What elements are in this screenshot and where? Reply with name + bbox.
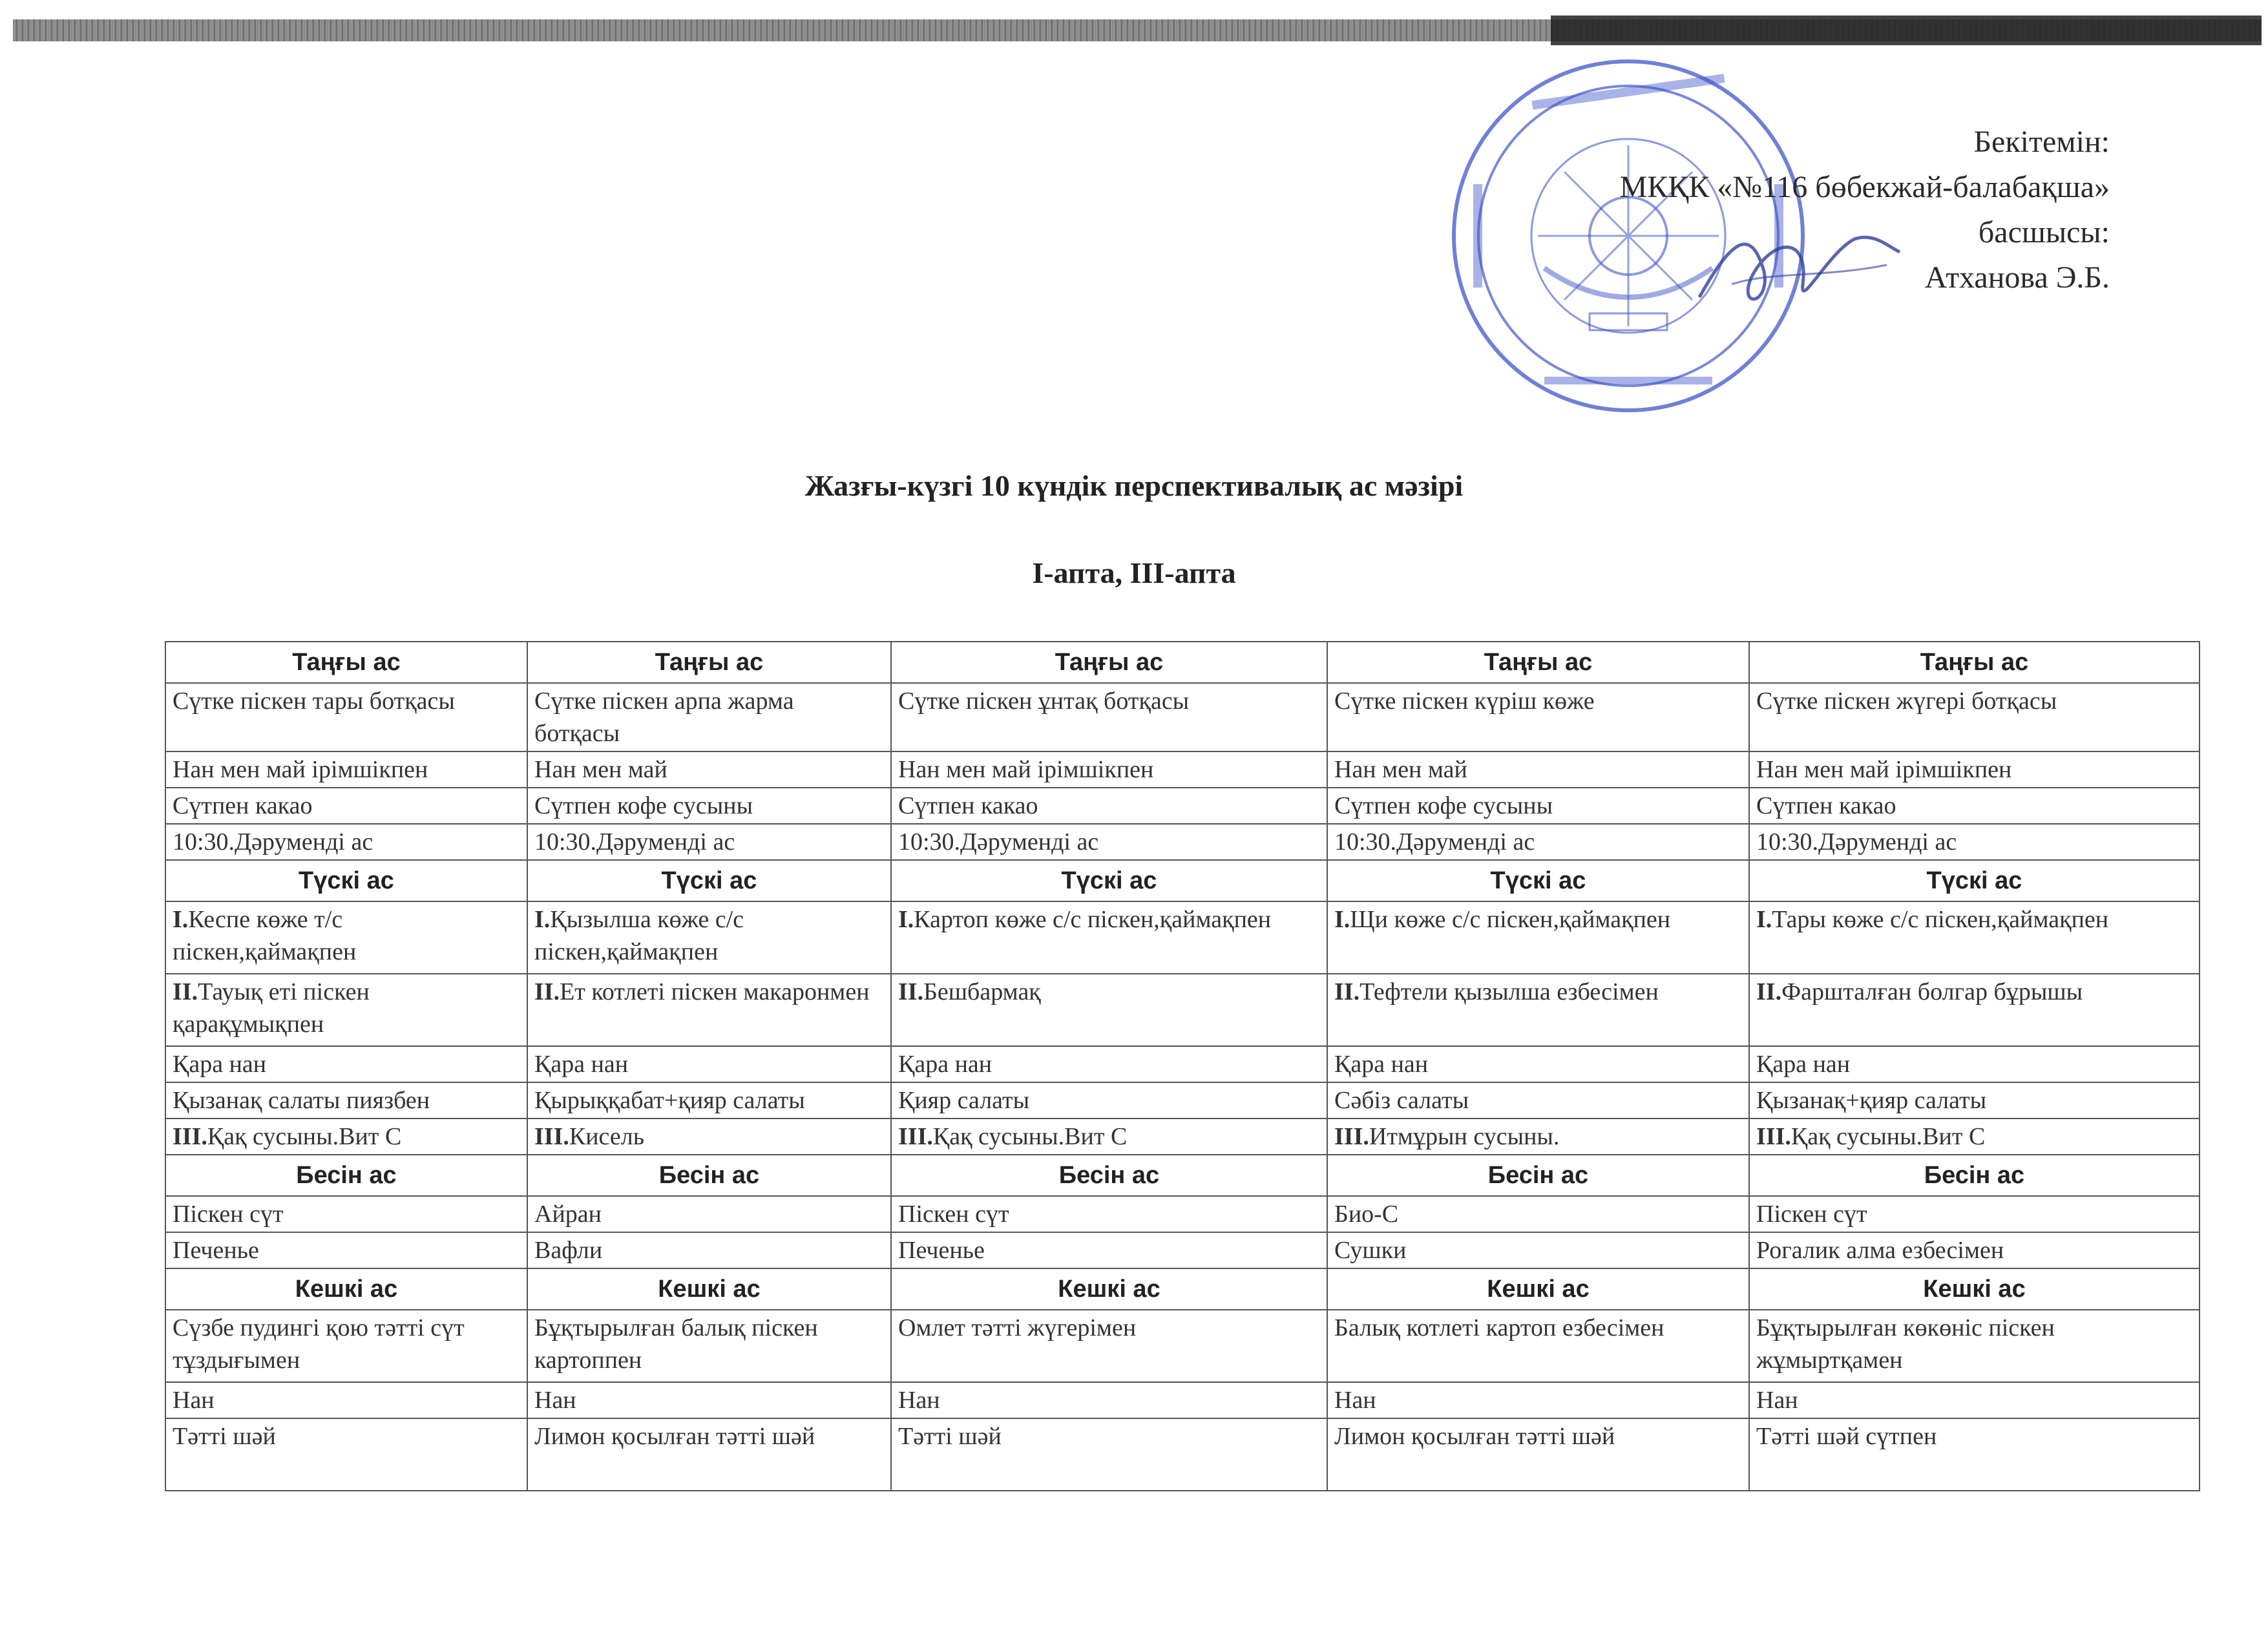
menu-cell xyxy=(527,974,891,1046)
menu-cell xyxy=(1749,1119,2200,1155)
menu-cell: Сүтке піскен жүгері ботқасы xyxy=(1749,683,2200,751)
snack-header: Бесін ас xyxy=(165,1155,527,1196)
menu-cell: Нан xyxy=(891,1382,1327,1418)
snack-header: Бесін ас xyxy=(1749,1155,2200,1196)
menu-cell xyxy=(1749,901,2200,974)
approval-signatory xyxy=(1620,255,2110,300)
snack-pastry-row xyxy=(165,1232,2200,1268)
approval-label: Бекітемін: xyxy=(1973,125,2110,159)
course-number: II. xyxy=(1756,978,1782,1005)
breakfast-header: Таңғы ас xyxy=(527,642,891,683)
menu-cell xyxy=(891,901,1327,974)
lunch-header-row xyxy=(165,860,2200,901)
menu-cell: Бұқтырылған балық піскен картоппен xyxy=(527,1310,891,1382)
menu-cell: Сүтпен какао xyxy=(891,788,1327,824)
course-number: III. xyxy=(898,1123,933,1150)
course-number: II. xyxy=(534,978,560,1005)
menu-cell xyxy=(1749,974,2200,1046)
breakfast-header: Таңғы ас xyxy=(1327,642,1749,683)
dish-name: Кисель xyxy=(569,1123,645,1150)
menu-cell: Қара нан xyxy=(1749,1046,2200,1082)
menu-cell: Нан xyxy=(1749,1382,2200,1418)
menu-cell: Био-С xyxy=(1327,1196,1749,1232)
menu-cell xyxy=(527,901,891,974)
snack-header: Бесін ас xyxy=(527,1155,891,1196)
course-number: I. xyxy=(173,906,189,933)
menu-cell: Лимон қосылған тәтті шәй xyxy=(1327,1418,1749,1491)
menu-cell xyxy=(527,1119,891,1155)
dish-name: Кеспе көже т/с піскен,қаймақпен xyxy=(173,906,357,965)
lunch-header: Түскі ас xyxy=(1327,860,1749,901)
course-number: III. xyxy=(534,1123,569,1150)
snack-header: Бесін ас xyxy=(1327,1155,1749,1196)
course-number: I. xyxy=(898,906,914,933)
dish-name: Тефтели қызылша езбесімен xyxy=(1360,978,1659,1005)
menu-cell: Нан мен май ірімшікпен xyxy=(165,751,527,788)
page-subtitle: I-апта, III-апта xyxy=(1032,556,1236,589)
menu-cell: 10:30.Дәруменді ас xyxy=(891,824,1327,860)
menu-cell: Сүтпен кофе сусыны xyxy=(1327,788,1749,824)
dish-name: Тары көже с/с піскен,қаймақпен xyxy=(1772,906,2109,933)
dinner-main-row xyxy=(165,1310,2200,1382)
menu-cell: Сүтпен какао xyxy=(165,788,527,824)
menu-cell: Тәтті шәй xyxy=(165,1418,527,1491)
menu-cell: Рогалик алма езбесімен xyxy=(1749,1232,2200,1268)
dinner-header: Кешкі ас xyxy=(527,1268,891,1310)
menu-cell: Нан мен май xyxy=(527,751,891,788)
menu-cell: Сүтке піскен күріш көже xyxy=(1327,683,1749,751)
menu-cell: Нан мен май xyxy=(1327,751,1749,788)
dinner-header: Кешкі ас xyxy=(1749,1268,2200,1310)
menu-cell xyxy=(1327,1119,1749,1155)
menu-cell: 10:30.Дәруменді ас xyxy=(1327,824,1749,860)
signatory-name: Атханова Э.Б. xyxy=(1924,260,2110,295)
menu-cell: Бұқтырылған көкөніс піскен жұмыртқамен xyxy=(1749,1310,2200,1382)
menu-cell: Нан xyxy=(165,1382,527,1418)
menu-cell: Сүтке піскен арпа жарма ботқасы xyxy=(527,683,891,751)
lunch-second-course-row xyxy=(165,974,2200,1046)
dish-name: Итмұрын сусыны. xyxy=(1369,1123,1560,1150)
breakfast-vitamin-row xyxy=(165,824,2200,860)
dish-name: Қақ сусыны.Вит С xyxy=(207,1123,402,1150)
course-number: I. xyxy=(1334,906,1350,933)
dish-name: Қақ сусыны.Вит С xyxy=(1790,1123,1986,1150)
menu-cell xyxy=(891,974,1327,1046)
menu-cell: Сүтке піскен ұнтақ ботқасы xyxy=(891,683,1327,751)
menu-cell: Печенье xyxy=(891,1232,1327,1268)
menu-cell: Қызанақ+қияр салаты xyxy=(1749,1082,2200,1119)
course-number: II. xyxy=(898,978,924,1005)
menu-cell: Қара нан xyxy=(891,1046,1327,1082)
menu-cell: Печенье xyxy=(165,1232,527,1268)
page-title: Жазғы-күзгі 10 күндік перспективалық ас мәзірі xyxy=(804,469,1464,502)
menu-cell: Піскен сүт xyxy=(1749,1196,2200,1232)
menu-cell: Сәбіз салаты xyxy=(1327,1082,1749,1119)
snack-drink-row xyxy=(165,1196,2200,1232)
approval-block xyxy=(1620,120,2110,300)
snack-header-row xyxy=(165,1155,2200,1196)
dinner-header: Кешкі ас xyxy=(165,1268,527,1310)
menu-cell: Қара нан xyxy=(1327,1046,1749,1082)
lunch-header: Түскі ас xyxy=(891,860,1327,901)
menu-cell: Піскен сүт xyxy=(165,1196,527,1232)
menu-cell: Нан xyxy=(527,1382,891,1418)
breakfast-header: Таңғы ас xyxy=(165,642,527,683)
menu-cell xyxy=(1327,901,1749,974)
menu-cell: Қызанақ салаты пиязбен xyxy=(165,1082,527,1119)
breakfast-drink-row xyxy=(165,788,2200,824)
menu-cell: 10:30.Дәруменді ас xyxy=(1749,824,2200,860)
menu-cell: Сүзбе пудингі қою тәтті сүт тұздығымен xyxy=(165,1310,527,1382)
dish-name: Бешбармақ xyxy=(923,978,1041,1005)
breakfast-header: Таңғы ас xyxy=(891,642,1327,683)
menu-cell xyxy=(165,1119,527,1155)
menu-cell: 10:30.Дәруменді ас xyxy=(527,824,891,860)
approval-organization: МКҚК «№116 бөбекжай-балабақша» xyxy=(1619,170,2110,204)
snack-header: Бесін ас xyxy=(891,1155,1327,1196)
course-number: III. xyxy=(1756,1123,1791,1150)
dish-name: Тауық еті піскен қарақұмықпен xyxy=(173,978,370,1038)
menu-cell: Қара нан xyxy=(165,1046,527,1082)
dish-name: Қызылша көже с/с піскен,қаймақпен xyxy=(534,906,744,965)
menu-cell: Сүтпен кофе сусыны xyxy=(527,788,891,824)
scan-edge-top-dark xyxy=(1551,16,2262,45)
menu-cell: Сүтке піскен тары ботқасы xyxy=(165,683,527,751)
lunch-header: Түскі ас xyxy=(1749,860,2200,901)
course-number: I. xyxy=(534,906,551,933)
lunch-bread-row xyxy=(165,1046,2200,1082)
menu-cell: Тәтті шәй сүтпен xyxy=(1749,1418,2200,1491)
menu-cell: Нан мен май ірімшікпен xyxy=(1749,751,2200,788)
dinner-header: Кешкі ас xyxy=(891,1268,1327,1310)
breakfast-header: Таңғы ас xyxy=(1749,642,2200,683)
dinner-tea-row xyxy=(165,1418,2200,1491)
dish-name: Щи көже с/с піскен,қаймақпен xyxy=(1350,906,1671,933)
course-number: II. xyxy=(173,978,198,1005)
menu-cell xyxy=(1327,974,1749,1046)
menu-cell xyxy=(165,974,527,1046)
menu-cell: Қара нан xyxy=(527,1046,891,1082)
menu-cell: Қияр салаты xyxy=(891,1082,1327,1119)
menu-cell: Нан мен май ірімшікпен xyxy=(891,751,1327,788)
lunch-header: Түскі ас xyxy=(165,860,527,901)
menu-cell xyxy=(891,1119,1327,1155)
menu-cell: Нан xyxy=(1327,1382,1749,1418)
menu-cell: Сушки xyxy=(1327,1232,1749,1268)
approval-position: басшысы: xyxy=(1978,215,2110,249)
menu-cell: Балық котлеті картоп езбесімен xyxy=(1327,1310,1749,1382)
dish-name: Қақ сусыны.Вит С xyxy=(932,1123,1128,1150)
dish-name: Ет котлеті піскен макаронмен xyxy=(560,978,870,1005)
lunch-header: Түскі ас xyxy=(527,860,891,901)
menu-cell: Айран xyxy=(527,1196,891,1232)
menu-cell xyxy=(165,901,527,974)
dish-name: Фаршталған болгар бұрышы xyxy=(1781,978,2083,1005)
lunch-third-course-row xyxy=(165,1119,2200,1155)
dish-name: Картоп көже с/с піскен,қаймақпен xyxy=(914,906,1272,933)
dinner-bread-row xyxy=(165,1382,2200,1418)
course-number: III. xyxy=(1334,1123,1369,1150)
menu-cell: 10:30.Дәруменді ас xyxy=(165,824,527,860)
dinner-header: Кешкі ас xyxy=(1327,1268,1749,1310)
course-number: III. xyxy=(173,1123,207,1150)
lunch-first-course-row xyxy=(165,901,2200,974)
menu-cell: Лимон қосылған тәтті шәй xyxy=(527,1418,891,1491)
dinner-header-row xyxy=(165,1268,2200,1310)
breakfast-porridge-row xyxy=(165,683,2200,751)
lunch-salad-row xyxy=(165,1082,2200,1119)
breakfast-header-row xyxy=(165,642,2200,683)
breakfast-bread-row xyxy=(165,751,2200,788)
course-number: I. xyxy=(1756,906,1772,933)
course-number: II. xyxy=(1334,978,1360,1005)
menu-cell: Вафли xyxy=(527,1232,891,1268)
menu-cell: Сүтпен какао xyxy=(1749,788,2200,824)
menu-table xyxy=(165,641,2200,1491)
menu-cell: Тәтті шәй xyxy=(891,1418,1327,1491)
menu-cell: Омлет тәтті жүгерімен xyxy=(891,1310,1327,1382)
menu-cell: Қырыққабат+қияр салаты xyxy=(527,1082,891,1119)
menu-cell: Піскен сүт xyxy=(891,1196,1327,1232)
